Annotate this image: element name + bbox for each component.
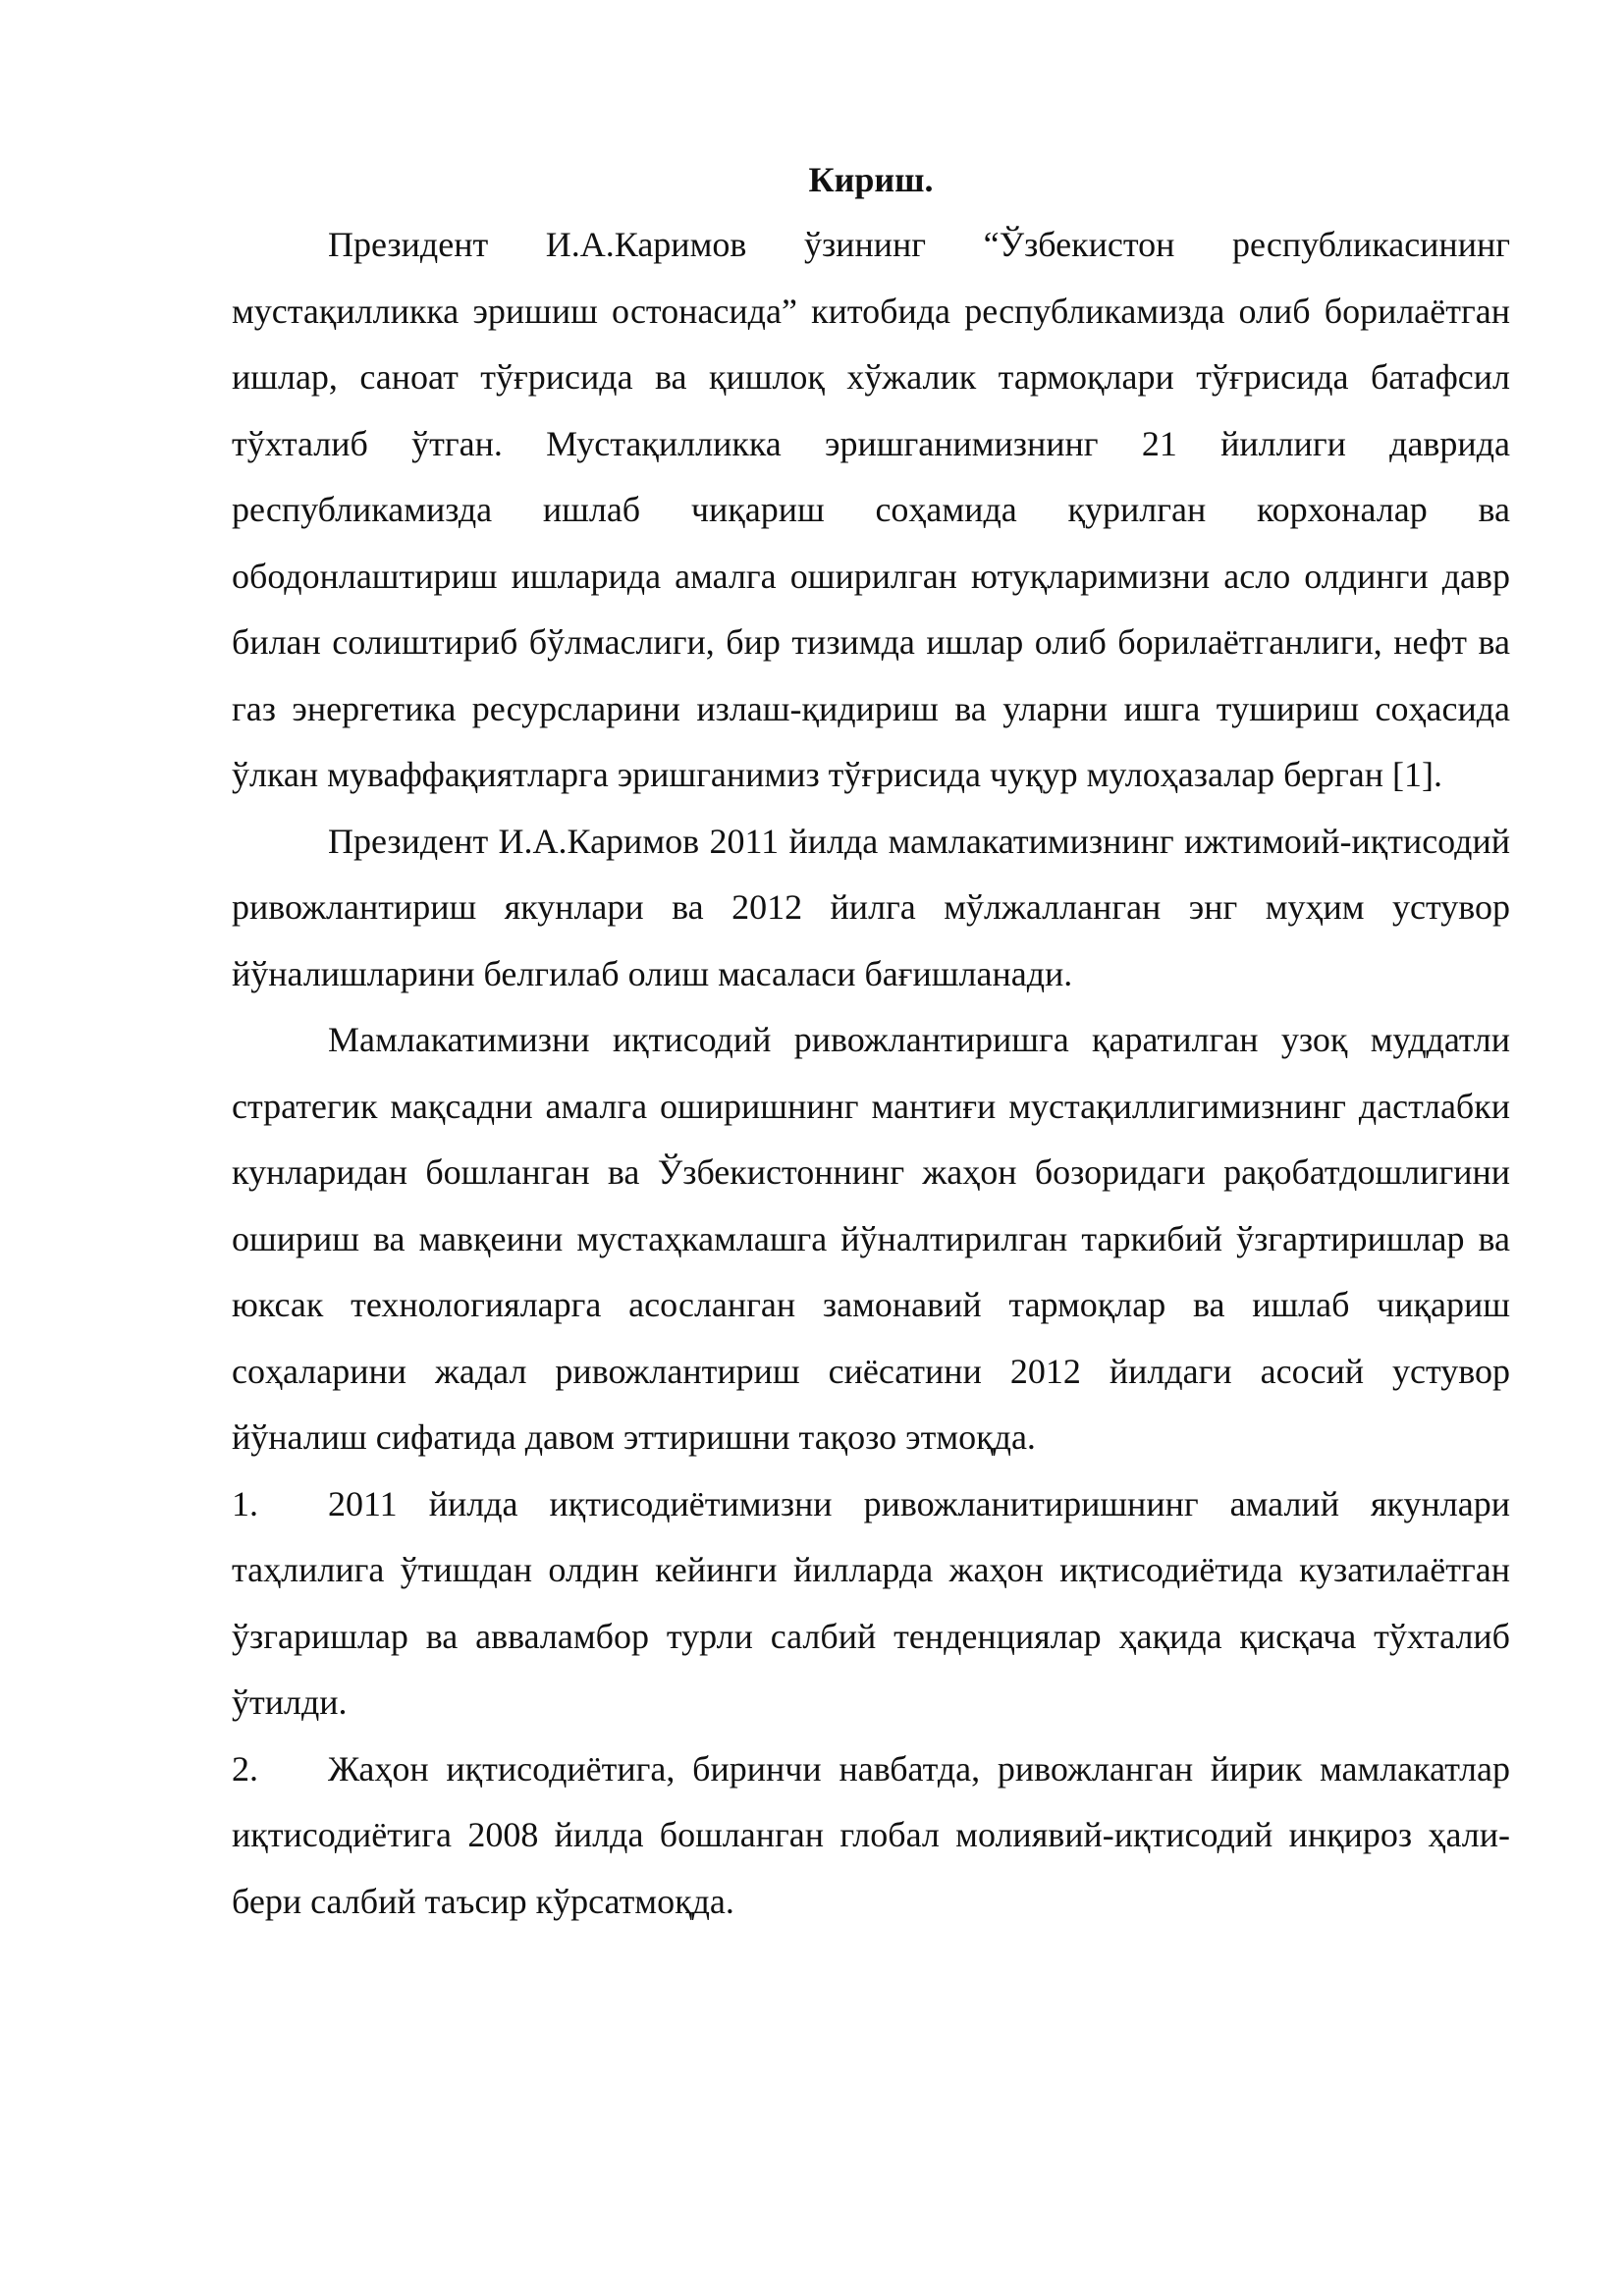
document-body <box>232 147 1510 1935</box>
list-item-number: 1. <box>232 1483 258 1523</box>
list-item-2 <box>232 1736 1510 1936</box>
list-item-text: Жаҳон иқтисодиётига, биринчи навбатда, ривожланган йирик мамлакатлар иқтисодиётига 2008 йилда бошланган глобал молиявий-иқтисодий инқироз ҳали-бери салбий таъсир кўрсатмоқда. <box>232 1748 1510 1921</box>
paragraph-3: Мамлакатимизни иқтисодий ривожлантиришга қаратилган узоқ муддатли стратегик мақсадни амалга оширишнинг мантиғи мустақиллигимизнинг дастлабки кунларидан бошланган ва Ўзбекистоннинг жаҳон бозоридаги рақобатдошлигини ошириш ва мавқеини мустаҳкамлашга йўналтирилган таркибий ўзгартиришлар ва юксак технологияларга асосланган замонавий тармоқлар ва ишлаб чиқариш соҳаларини жадал ривожлантириш сиёсатини 2012 йилдаги асосий устувор йўналиш сифатида давом эттиришни тақозо этмоқда. <box>232 1020 1510 1457</box>
list-item-number: 2. <box>232 1748 258 1789</box>
document-title: Кириш. <box>808 160 934 199</box>
paragraph-2: Президент И.А.Каримов 2011 йилда мамлакатимизнинг ижтимоий-иқтисодий ривожлантириш якунлари ва 2012 йилга мўлжалланган энг муҳим устувор йўналишларини белгилаб олиш масаласи бағишланади. <box>232 821 1510 993</box>
paragraph-1: Президент И.А.Каримов ўзининг “Ўзбекистон республикасининг мустақилликка эришиш остонасида” китобида республикамизда олиб борилаётган ишлар, саноат тўғрисида ва қишлоқ хўжалик тармоқлари тўғрисида батафсил тўхталиб ўтган. Мустақилликка эришганимизнинг 21 йиллиги даврида республикамизда ишлаб чиқариш соҳамида қурилган корхоналар ва ободонлаштириш ишларида амалга оширилган ютуқларимизни асло олдинги давр билан солиштириб бўлмаслиги, бир тизимда ишлар олиб борилаётганлиги, нефт ва газ энергетика ресурсларини излаш-қидириш ва уларни ишга тушириш соҳасида ўлкан муваффақиятларга эришганимиз тўғрисида чуқур мулоҳазалар берган [1]. <box>232 225 1510 794</box>
list-item-1 <box>232 1471 1510 1736</box>
list-item-text: 2011 йилда иқтисодиётимизни ривожланитиришнинг амалий якунлари таҳлилига ўтишдан олдин кейинги йилларда жаҳон иқтисодиётида кузатилаётган ўзгаришлар ва авваламбор турли салбий тенденциялар ҳақида қисқача тўхталиб ўтилди. <box>232 1483 1510 1722</box>
